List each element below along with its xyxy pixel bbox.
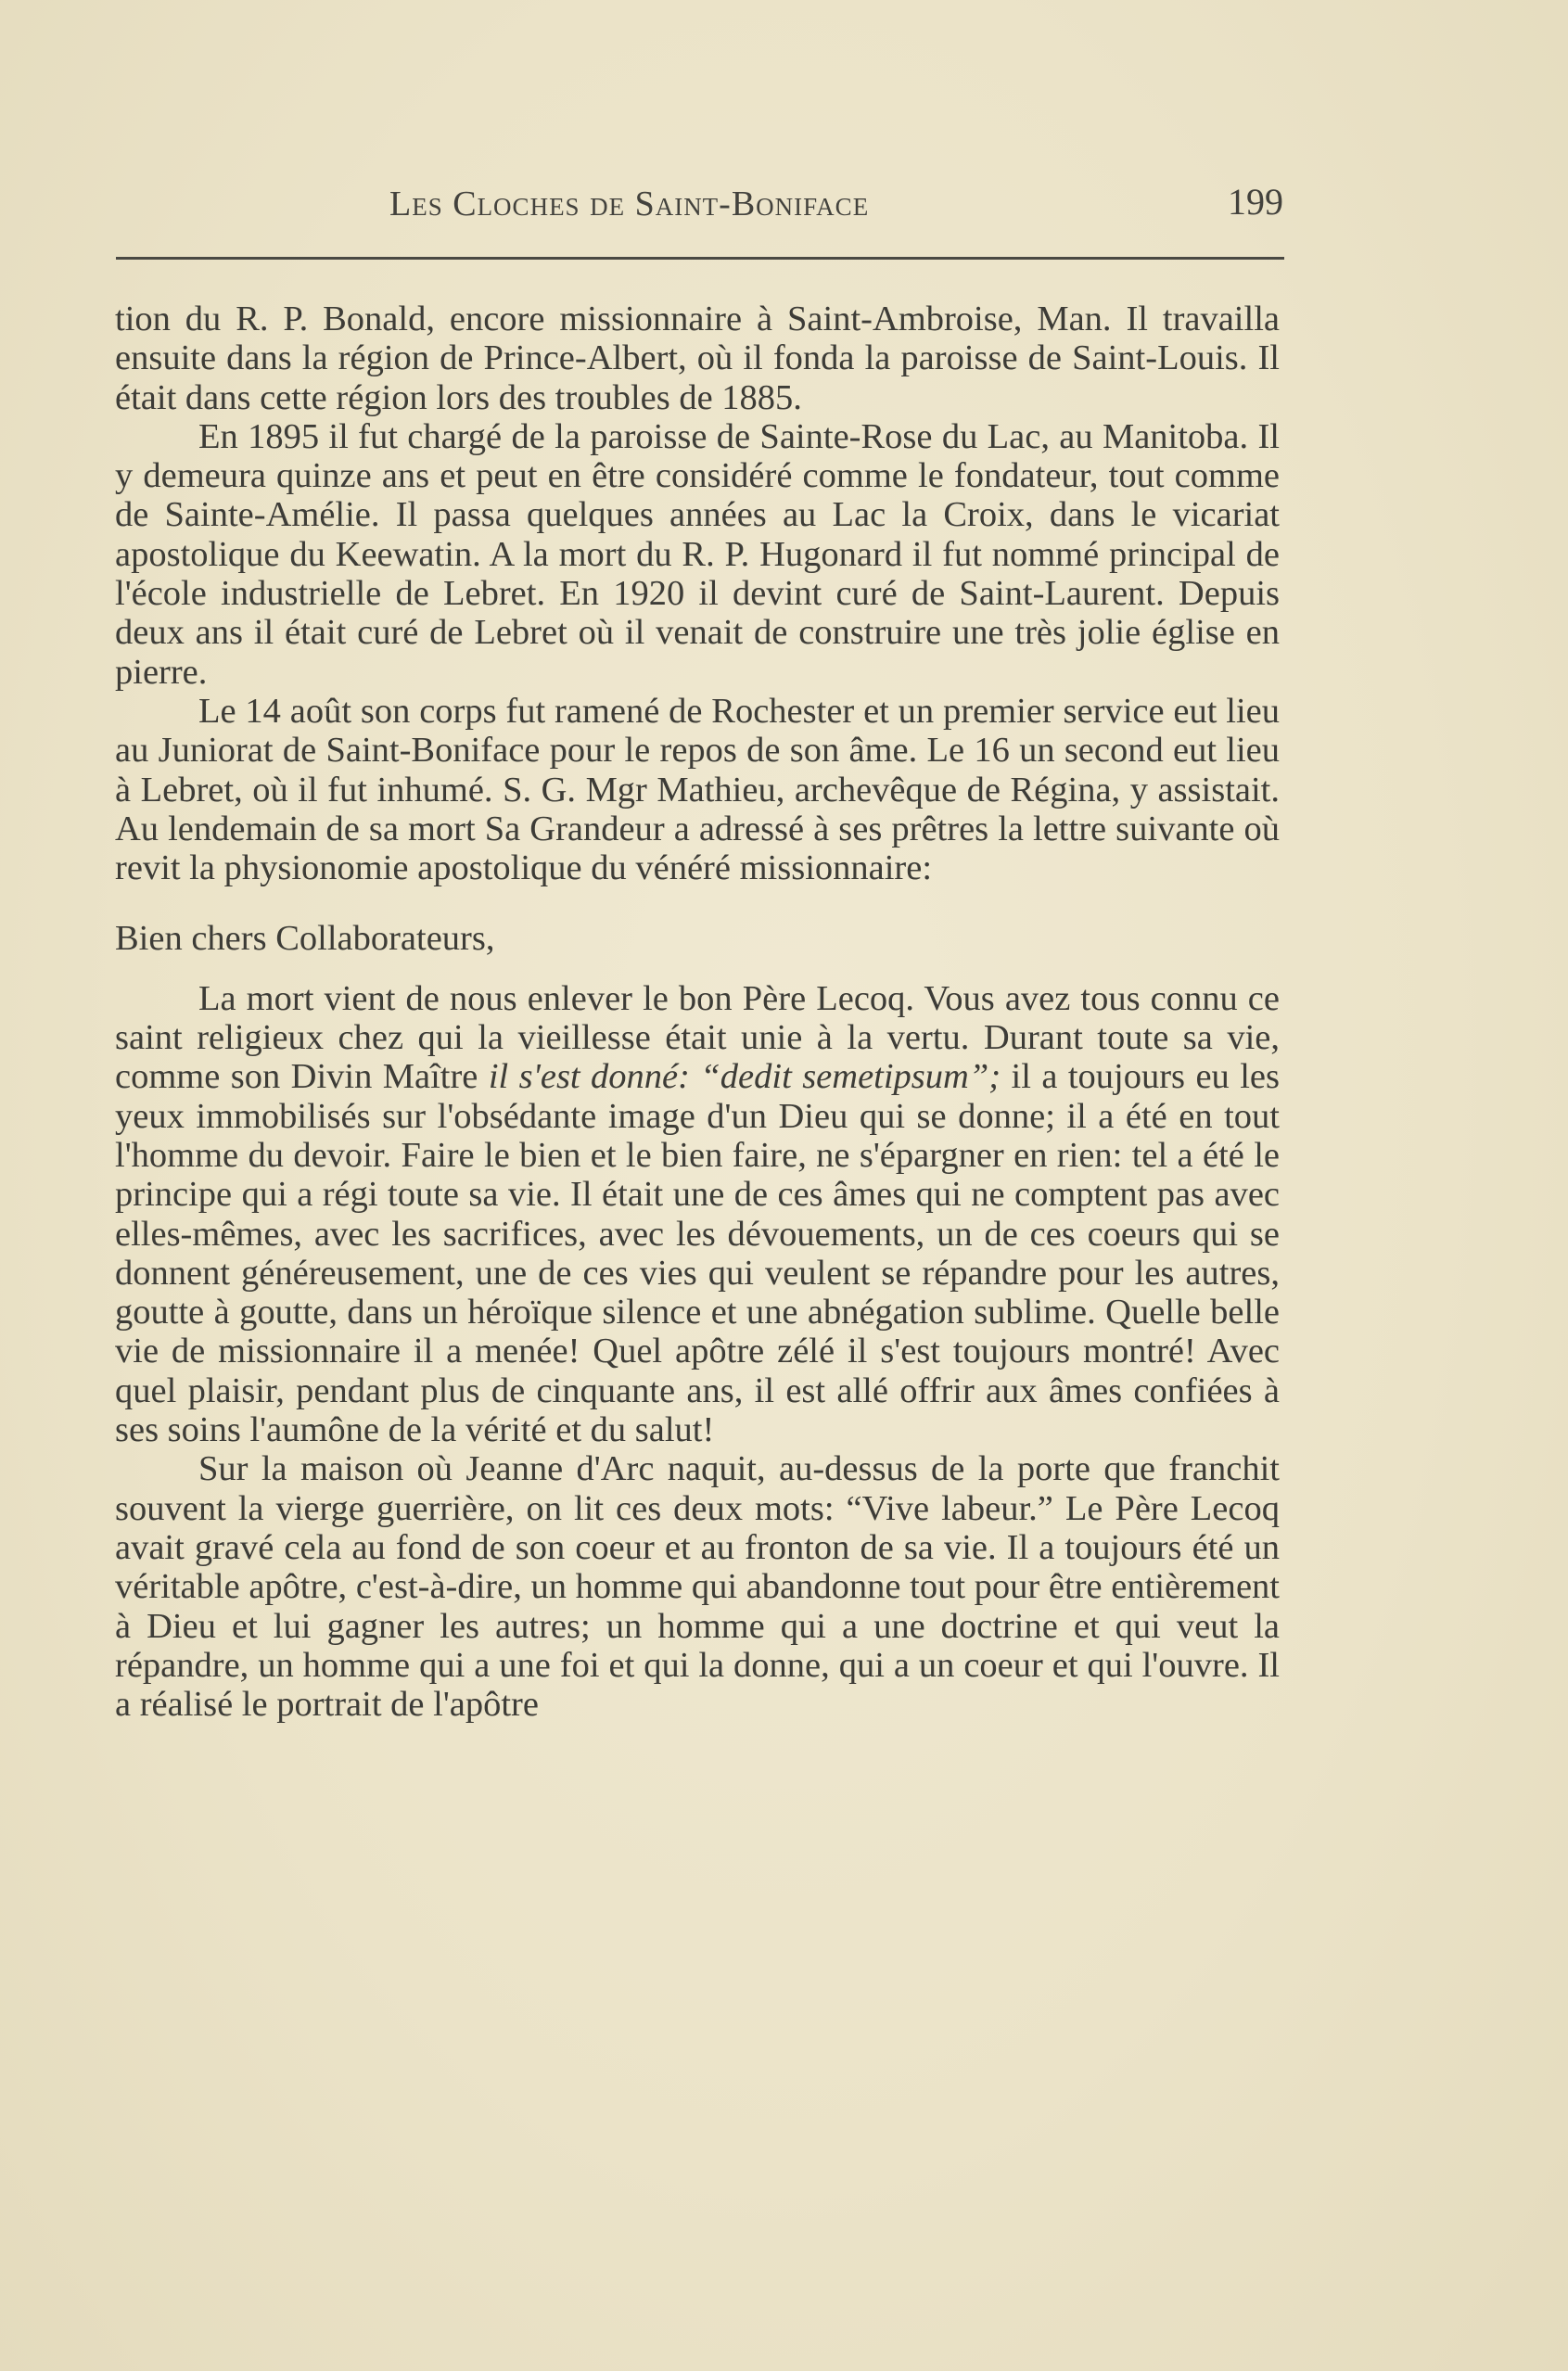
- body-text: [115, 300, 1280, 1724]
- letter-text: La mort vient de nous enlever le bon Père Lecoq. Vous avez tous connu ce saint religieux chez qui la vieillesse était unie à la vertu. Durant toute sa vie, comme son Divin Maître: [115, 978, 1280, 1097]
- letter-text: il a toujours eu les yeux immobilisés sur l'obsédante image d'un Dieu qui se donne; il a été en tout l'homme du devoir. Faire le bien et le bien faire, ne s'épargner en rien: tel a été le principe qui a régi toute sa vie. Il était une de ces âmes qui ne comptent pas avec elles-mêmes, avec les sacrifices, avec les dévouements, un de ces coeurs qui se donnent généreusement, une de ces vies qui veulent se répandre pour les autres, goutte à goutte, dans un héroïque silence et une abnégation sublime. Quelle belle vie de missionnaire il a menée! Quel apôtre zélé il s'est toujours montré! Avec quel plaisir, pendant plus de cinquante ans, il est allé offrir aux âmes confiées à ses soins l'aumône de la vérité et du salut!: [115, 1057, 1280, 1450]
- letter-paragraph: Sur la maison où Jeanne d'Arc naquit, au-dessus de la porte que franchit souvent la vierge guerrière, on lit ces deux mots: “Vive labeur.” Le Père Lecoq avait gravé cela au fond de son coeur et au fronton de sa vie. Il a toujours été un véritable apôtre, c'est-à-dire, un homme qui abandonne tout pour être entièrement à Dieu et lui gagner les autres; un homme qui a une doctrine et qui veut la répandre, un homme qui a une foi et qui la donne, qui a un coeur et qui l'ouvre. Il a réalisé le portrait de l'apôtre: [115, 1449, 1280, 1725]
- paragraph: En 1895 il fut chargé de la paroisse de Sainte-Rose du Lac, au Manitoba. Il y demeura quinze ans et peut en être considéré comme le fondateur, tout comme de Sainte-Amélie. Il passa quelques années au Lac la Croix, dans le vicariat apostolique du Keewatin. A la mort du R. P. Hugonard il fut nommé principal de l'école industrielle de Lebret. En 1920 il devint curé de Saint-Laurent. Depuis deux ans il était curé de Lebret où il venait de construire une très jolie église en pierre.: [115, 416, 1280, 692]
- letter-salutation: Bien chers Collaborateurs,: [115, 919, 495, 959]
- page-number: 199: [1228, 181, 1283, 223]
- running-head: Les Cloches de Saint-Boniface: [389, 185, 870, 223]
- letter-paragraph: [115, 979, 1280, 1450]
- paragraph-continuation: tion du R. P. Bonald, encore missionnaire à Saint-Ambroise, Man. Il travailla ensuite dans la région de Prince-Albert, où il fonda la paroisse de Saint-Louis. Il était dans cette région lors des troubles de 1885.: [115, 300, 1280, 417]
- page-header: [113, 176, 1283, 232]
- header-rule: [116, 257, 1284, 260]
- italic-quote: il s'est donné: “dedit semetipsum”;: [488, 1057, 1001, 1097]
- paragraph: Le 14 août son corps fut ramené de Rochester et un premier service eut lieu au Juniorat de Saint-Boniface pour le repos de son âme. Le 16 un second eut lieu à Lebret, où il fut inhumé. S. G. Mgr Mathieu, archevêque de Régina, y assistait. Au lendemain de sa mort Sa Grandeur a adressé à ses prêtres la lettre suivante où revit la physionomie apostolique du vénéré missionnaire:: [115, 691, 1280, 888]
